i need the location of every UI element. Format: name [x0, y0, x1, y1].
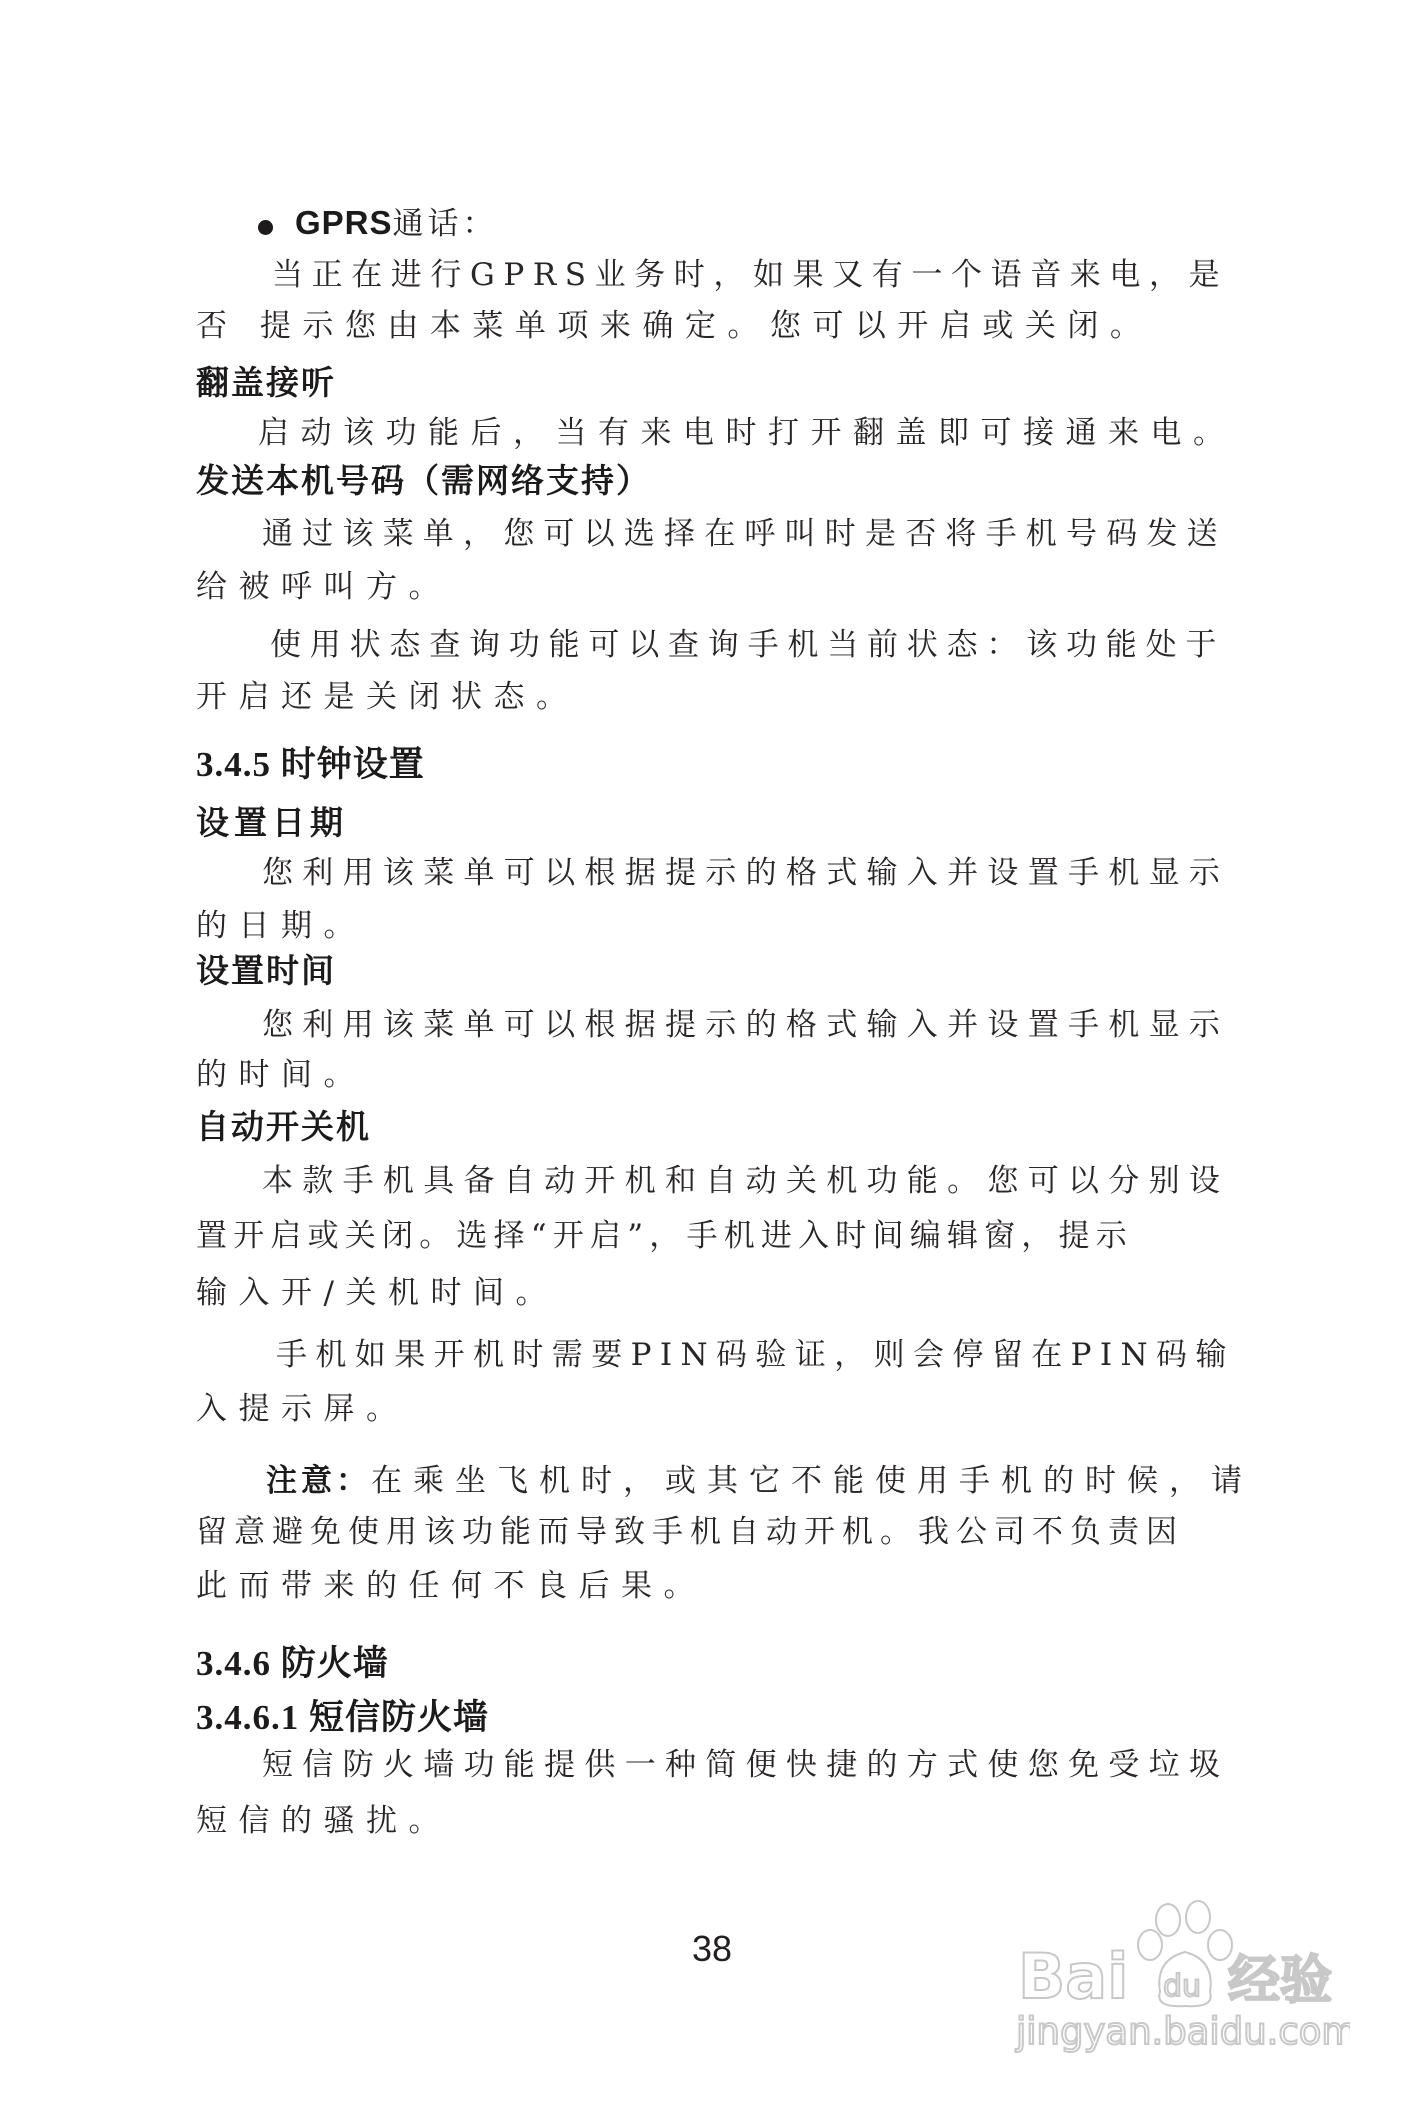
paragraph-line: 输入开/关机时间。	[196, 1275, 558, 1311]
heading-send-own-number: 发送本机号码（需网络支持）	[196, 461, 651, 500]
note-line: 留意避免使用该功能而导致手机自动开机。我公司不负责因	[196, 1514, 1184, 1550]
watermark-brand-latin: Bai	[1018, 1940, 1129, 2013]
paragraph-line: 入提示屏。	[196, 1391, 409, 1427]
paragraph-line: 启动该功能后，当有来电时打开翻盖即可接通来电。	[258, 415, 1236, 451]
section-title-sms-firewall: 3.4.6.1 短信防火墙	[196, 1698, 490, 1737]
paragraph-line: 置开启或关闭。选择“开启”，手机进入时间编辑窗，提示	[196, 1218, 1133, 1254]
paragraph-line: 您利用该菜单可以根据提示的格式输入并设置手机显示	[262, 855, 1230, 891]
paragraph-line: 开启还是关闭状态。	[196, 679, 579, 715]
paragraph-line: 否 提示您由本菜单项来确定。您可以开启或关闭。	[196, 308, 1153, 344]
paragraph-line: 手机如果开机时需要PIN码验证，则会停留在PIN码输	[276, 1337, 1235, 1373]
watermark-brand-cn: 经验	[1228, 1951, 1333, 2011]
paragraph-line: 通过该菜单，您可以选择在呼叫时是否将手机号码发送	[262, 516, 1227, 552]
section-title-firewall: 3.4.6 防火墙	[196, 1644, 389, 1683]
note-text: 在乘坐飞机时，或其它不能使用手机的时候，请	[371, 1463, 1253, 1499]
baidu-paw-icon	[1010, 1890, 1350, 2060]
page-number: 38	[692, 1928, 733, 1969]
watermark-brand-paw-text: du	[1163, 1969, 1202, 2004]
paragraph-line: 的时间。	[196, 1057, 366, 1093]
paragraph-line: 使用状态查询功能可以查询手机当前状态：该功能处于	[270, 627, 1226, 663]
note-line: 此而带来的任何不良后果。	[196, 1568, 706, 1604]
heading-set-time: 设置时间	[196, 951, 336, 990]
section-title-clock-settings: 3.4.5 时钟设置	[196, 745, 425, 784]
note-label: 注意：	[266, 1463, 371, 1499]
paragraph-line: 您利用该菜单可以根据提示的格式输入并设置手机显示	[262, 1007, 1230, 1043]
heading-set-date: 设置日期	[196, 803, 348, 842]
paragraph-line: 给被呼叫方。	[196, 569, 451, 605]
bullet-heading-latin: GPRS	[295, 204, 393, 241]
paragraph-line: 当正在进行GPRS业务时，如果又有一个语音来电，是	[272, 257, 1229, 293]
heading-auto-power: 自动开关机	[196, 1107, 371, 1146]
paragraph-line: 短信的骚扰。	[196, 1803, 451, 1839]
watermark-url: jingyan.baidu.com	[1016, 2010, 1350, 2053]
watermark	[1010, 1890, 1350, 2060]
note-line	[266, 1463, 1253, 1499]
bullet-icon	[258, 220, 273, 235]
paragraph-line: 的日期。	[196, 908, 366, 944]
paragraph-line: 短信防火墙功能提供一种简便快捷的方式使您免受垃圾	[262, 1747, 1230, 1783]
bullet-heading-text: 通话：	[392, 206, 498, 242]
heading-flip-answer: 翻盖接听	[196, 363, 336, 402]
bullet-heading-gprs	[258, 206, 498, 240]
paragraph-line: 本款手机具备自动开机和自动关机功能。您可以分别设	[262, 1163, 1230, 1199]
